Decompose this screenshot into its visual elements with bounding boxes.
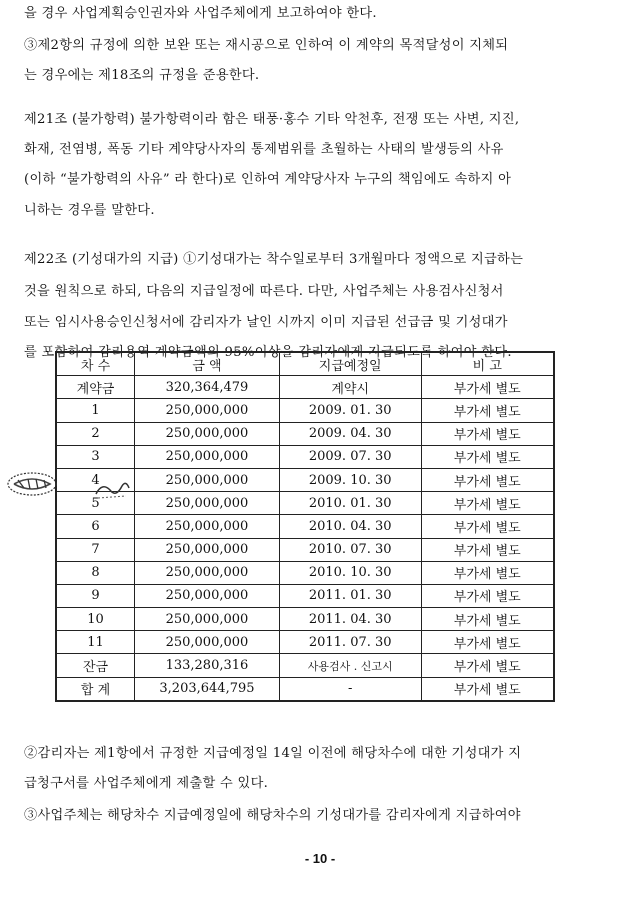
cell-amount: 250,000,000 [135, 399, 280, 422]
cell-remarks: 부가세 별도 [421, 468, 554, 491]
cell-due-date: 2009. 04. 30 [279, 422, 421, 445]
cell-remarks: 부가세 별도 [421, 677, 554, 701]
table-row [56, 584, 554, 607]
table-row [56, 561, 554, 584]
cell-installment: 10 [56, 608, 135, 631]
cell-remarks: 부가세 별도 [421, 538, 554, 561]
cell-amount: 250,000,000 [135, 422, 280, 445]
cell-amount: 250,000,000 [135, 492, 280, 515]
text-line: 는 경우에는 제18조의 규정을 준용한다. [24, 68, 260, 83]
cell-installment: 3 [56, 445, 135, 468]
article-21-heading: 제21조 (불가항력) 불가항력이라 함은 태풍·홍수 기타 악천후, 전쟁 또는 사변, 지진, [24, 112, 520, 127]
header-due-date: 지급예정일 [279, 352, 421, 376]
cell-installment: 9 [56, 584, 135, 607]
cell-installment: 6 [56, 515, 135, 538]
cell-remarks: 부가세 별도 [421, 492, 554, 515]
header-remarks: 비 고 [421, 352, 554, 376]
cell-installment: 4 [56, 468, 135, 491]
table-row [56, 445, 554, 468]
cell-remarks: 부가세 별도 [421, 654, 554, 677]
cell-installment: 11 [56, 631, 135, 654]
table-row [56, 608, 554, 631]
cell-remarks: 부가세 별도 [421, 376, 554, 399]
cell-remarks: 부가세 별도 [421, 515, 554, 538]
text-line: (이하 “불가항력의 사유” 라 한다)로 인하여 계약당사자 누구의 책임에도 속하지 아 [24, 172, 512, 187]
signature-mark-icon [92, 474, 132, 504]
cell-remarks: 부가세 별도 [421, 631, 554, 654]
page-number: - 10 - [304, 851, 336, 866]
cell-due-date: 2010. 10. 30 [279, 561, 421, 584]
cell-due-date: 2010. 01. 30 [279, 492, 421, 515]
cell-due-date: 2011. 07. 30 [279, 631, 421, 654]
table-row [56, 376, 554, 399]
cell-due-date: 사용검사 . 신고시 [279, 654, 421, 677]
cell-amount: 250,000,000 [135, 561, 280, 584]
cell-amount: 250,000,000 [135, 538, 280, 561]
table-row [56, 515, 554, 538]
text-line: ②감리자는 제1항에서 규정한 지급예정일 14일 이전에 해당차수에 대한 기성대가 지 [24, 746, 522, 761]
cell-remarks: 부가세 별도 [421, 445, 554, 468]
text-line: ③제2항의 규정에 의한 보완 또는 재시공으로 인하여 이 계약의 목적달성이 지체되 [24, 38, 509, 53]
text-line: 을 경우 사업계획승인권자와 사업주체에게 보고하여야 한다. [24, 6, 377, 21]
cell-amount: 250,000,000 [135, 515, 280, 538]
cell-remarks: 부가세 별도 [421, 561, 554, 584]
cell-amount: 133,280,316 [135, 654, 280, 677]
cell-amount: 250,000,000 [135, 631, 280, 654]
text-line: 니하는 경우를 말한다. [24, 203, 155, 218]
cell-due-date: 2011. 01. 30 [279, 584, 421, 607]
cell-installment: 8 [56, 561, 135, 584]
payment-schedule-table [55, 351, 555, 702]
text-line: 것을 원칙으로 하되, 다음의 지급일정에 따른다. 다만, 사업주체는 사용검사신청서 [24, 284, 504, 299]
seal-stamp-icon [4, 470, 60, 498]
text-line: 또는 임시사용승인신청서에 감리자가 날인 시까지 이미 지급된 선급금 및 기성대가 [24, 315, 508, 330]
cell-remarks: 부가세 별도 [421, 422, 554, 445]
cell-installment: 5 [56, 492, 135, 515]
table-row [56, 654, 554, 677]
cell-installment: 7 [56, 538, 135, 561]
cell-due-date: 2009. 01. 30 [279, 399, 421, 422]
article-22-heading: 제22조 (기성대가의 지급) ①기성대가는 착수일로부터 3개월마다 정액으로 지급하는 [24, 252, 524, 267]
header-amount: 금 액 [135, 352, 280, 376]
table-row [56, 399, 554, 422]
cell-amount: 250,000,000 [135, 468, 280, 491]
table-row [56, 631, 554, 654]
cell-installment: 1 [56, 399, 135, 422]
table-row [56, 538, 554, 561]
cell-installment: 합 계 [56, 677, 135, 701]
cell-remarks: 부가세 별도 [421, 584, 554, 607]
cell-due-date: - [279, 677, 421, 701]
cell-due-date: 2009. 10. 30 [279, 468, 421, 491]
text-line: 화재, 전염병, 폭동 기타 계약당사자의 통제범위를 초월하는 사태의 발생등의 사유 [24, 142, 504, 157]
table-total-row [56, 677, 554, 701]
cell-due-date: 2010. 07. 30 [279, 538, 421, 561]
text-line: 급청구서를 사업주체에게 제출할 수 있다. [24, 776, 269, 791]
table-row [56, 422, 554, 445]
cell-amount: 250,000,000 [135, 584, 280, 607]
text-line: ③사업주체는 해당차수 지급예정일에 해당차수의 기성대가를 감리자에게 지급하여야 [24, 808, 521, 823]
cell-installment: 2 [56, 422, 135, 445]
cell-due-date: 계약시 [279, 376, 421, 399]
cell-amount: 250,000,000 [135, 608, 280, 631]
cell-amount: 320,364,479 [135, 376, 280, 399]
cell-amount: 3,203,644,795 [135, 677, 280, 701]
cell-amount: 250,000,000 [135, 445, 280, 468]
cell-installment: 잔금 [56, 654, 135, 677]
cell-remarks: 부가세 별도 [421, 608, 554, 631]
text-line: 를 포함하여 감리용역 계약금액의 95%이상을 감리자에게 지급되도록 하여야 한다. [24, 345, 512, 360]
cell-installment: 계약금 [56, 376, 135, 399]
header-installment: 차 수 [56, 352, 135, 376]
cell-remarks: 부가세 별도 [421, 399, 554, 422]
cell-due-date: 2009. 07. 30 [279, 445, 421, 468]
table-header-row [56, 352, 554, 376]
cell-due-date: 2010. 04. 30 [279, 515, 421, 538]
cell-due-date: 2011. 04. 30 [279, 608, 421, 631]
